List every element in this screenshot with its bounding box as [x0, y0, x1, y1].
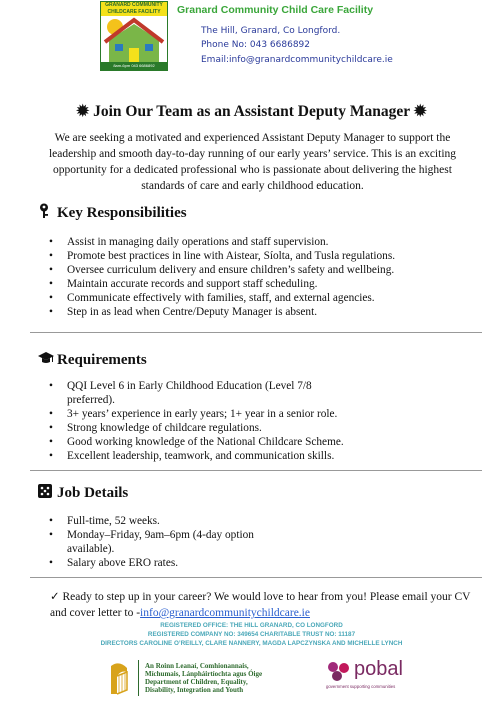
requirements-heading-text: Requirements [57, 351, 147, 368]
dice-icon [38, 484, 54, 503]
logo-bottom-text: 8am-6pm 043 6686892 [101, 62, 167, 70]
responsibilities-list [48, 235, 468, 319]
list-item: • Oversee curriculum delivery and ensure children’s safety and wellbeing. [48, 263, 468, 277]
graduation-cap-icon [38, 351, 54, 370]
dept-line-1: An Roinn Leanaí, Comhionannais, [145, 662, 249, 670]
dept-line-4: Disability, Integration and Youth [145, 686, 244, 694]
org-name: Granard Community Child Care Facility [177, 4, 374, 16]
list-item: • Good working knowledge of the National Childcare Scheme. [48, 435, 358, 449]
list-item: • Maintain accurate records and support staff scheduling. [48, 277, 468, 291]
check-icon: ✓ [50, 591, 60, 603]
section-divider [30, 332, 482, 333]
footer-registered-office: REGISTERED OFFICE: THE HILL GRANARD, CO LONGFORD [160, 622, 343, 629]
logo-divider [138, 660, 139, 696]
list-item: • Step in as lead when Centre/Deputy Manager is absent. [48, 305, 468, 319]
logo-top-text: GRANARD COMMUNITY CHILDCARE FACILITY [101, 2, 167, 16]
section-divider [30, 577, 482, 578]
title-text: Join Our Team as an Assistant Deputy Manager [93, 103, 410, 120]
house-sun-graphic [101, 2, 167, 70]
pobal-logo-icon [326, 660, 352, 684]
harp-logo-icon [105, 660, 133, 696]
dept-line-2: Míchumais, Lánpháirtíochta agus Óige [145, 670, 263, 678]
list-item: • Promote best practices in line with Aistear, Síolta, and Tusla regulations. [48, 249, 468, 263]
job-details-list [48, 514, 288, 570]
intro-paragraph: We are seeking a motivated and experienced Assistant Deputy Manager to support the leadership and smooth day-to-day running of our early years’ service. This is an exciting opportunity for a dedicated professional who is passionate about delivering the highest standards of care and early childhood education. [48, 132, 457, 192]
footer-directors: DIRECTORS CAROLINE O’REILLY, CLARE NANNERY, MAGDA LAPCZYNSKA AND MICHELLE LYNCH [100, 640, 403, 647]
email-link[interactable]: info@granardcommunitychildcare.ie [140, 607, 310, 619]
flower-icon: ✹ [76, 103, 90, 120]
requirements-heading [38, 351, 147, 370]
responsibilities-heading [38, 203, 187, 224]
dept-line-3: Department of Children, Equality, [145, 678, 248, 686]
responsibilities-heading-text: Key Responsibilities [57, 204, 187, 221]
page-title [0, 102, 503, 121]
cta-text: Ready to step up in your career? We would love to hear from you! Please email your CV and cover letter to - [50, 591, 471, 619]
list-item: • Excellent leadership, teamwork, and communication skills. [48, 449, 358, 463]
phone-number: Phone No: 043 6686892 [201, 40, 310, 50]
key-icon [38, 203, 54, 224]
address: The Hill, Granard, Co Longford. [201, 26, 341, 36]
job-details-heading [38, 484, 128, 503]
list-item: • 3+ years’ experience in early years; 1+ year in a senior role. [48, 407, 358, 421]
flower-icon: ✹ [413, 103, 427, 120]
section-divider [30, 470, 482, 471]
list-item: • Full-time, 52 weeks. [48, 514, 288, 528]
job-details-heading-text: Job Details [57, 484, 129, 501]
email-address: Email:info@granardcommunitychildcare.ie [201, 55, 393, 65]
list-item: • Salary above ERO rates. [48, 556, 288, 570]
list-item: • Monday–Friday, 9am–6pm (4-day option available). [48, 528, 288, 556]
pobal-wordmark: pobal [354, 658, 403, 680]
department-name [145, 662, 262, 694]
list-item: • Assist in managing daily operations and staff supervision. [48, 235, 468, 249]
list-item: • QQI Level 6 in Early Childhood Education (Level 7/8 preferred). [48, 379, 358, 407]
call-to-action [50, 589, 480, 621]
pobal-tagline: government supporting communities [326, 684, 396, 689]
list-item: • Strong knowledge of childcare regulations. [48, 421, 358, 435]
facility-logo [100, 1, 168, 71]
footer-company-no: REGISTERED COMPANY NO: 349654 CHARITABLE TRUST NO: 11187 [147, 631, 356, 638]
list-item: • Communicate effectively with families, staff, and external agencies. [48, 291, 468, 305]
requirements-list [48, 379, 358, 463]
